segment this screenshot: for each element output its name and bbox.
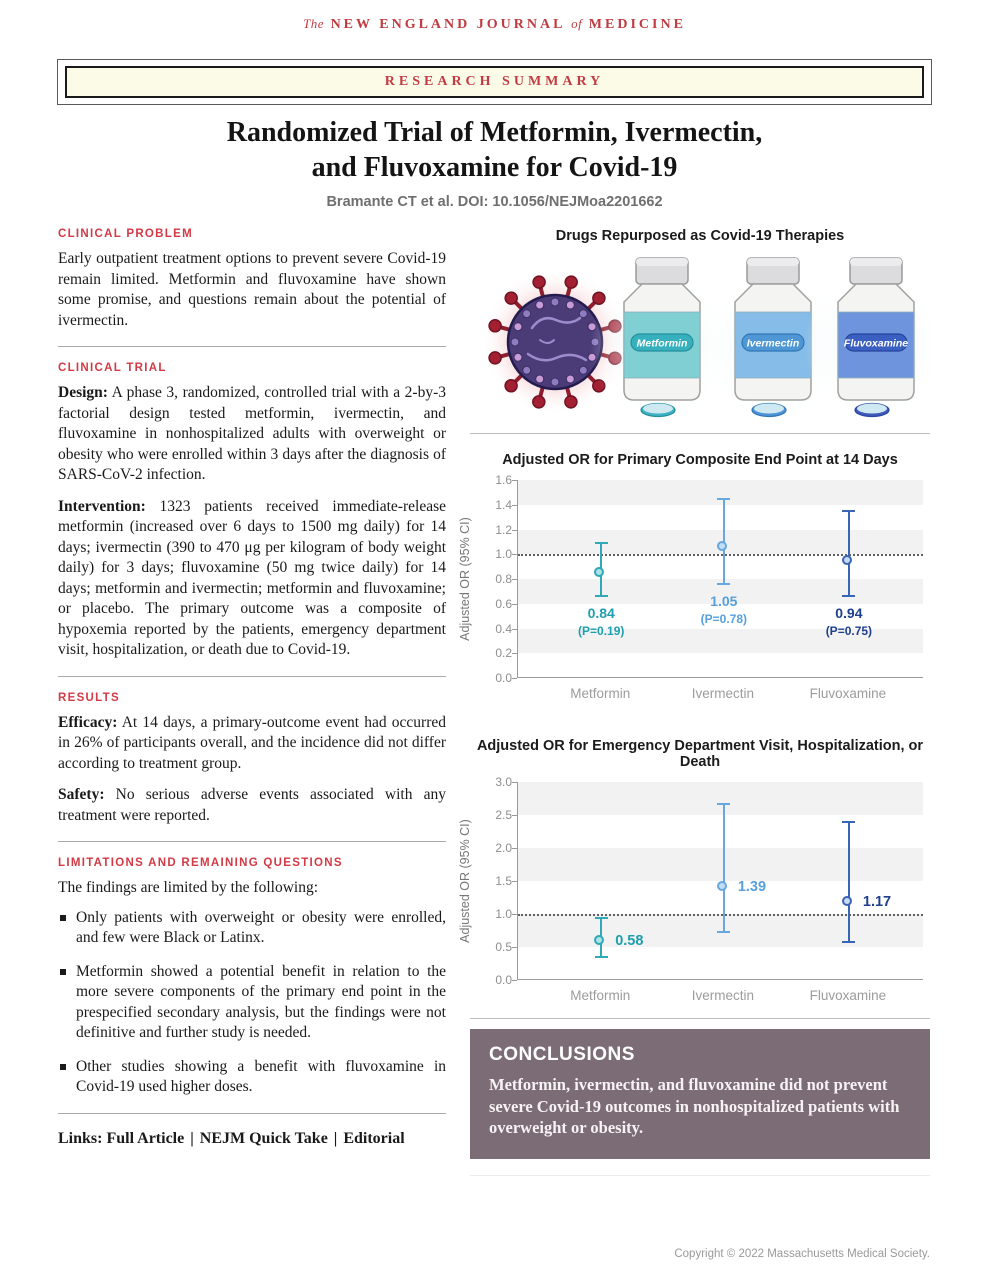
x-category-label: Metformin bbox=[570, 686, 631, 701]
chart-ed-visit-hospitalization-death bbox=[458, 775, 930, 1010]
title-line-1: Randomized Trial of Metformin, Ivermectin, bbox=[226, 117, 763, 148]
link-separator: | bbox=[190, 1129, 194, 1147]
y-tick-mark bbox=[512, 653, 517, 654]
title-line-2: and Fluvoxamine for Covid-19 bbox=[311, 152, 678, 183]
grid-band bbox=[518, 480, 923, 505]
y-axis-label: Adjusted OR (95% CI) bbox=[458, 517, 472, 641]
clinical-problem-text: Early outpatient treatment options to prevent severe Covid-19 remain limited. Metformin and fluvoxamine have shown some promise, and questions remain about the potential of ivermectin. bbox=[58, 250, 446, 329]
y-tick-mark bbox=[512, 678, 517, 679]
y-tick-label: 0.6 bbox=[495, 596, 512, 611]
links-line bbox=[58, 1130, 446, 1148]
y-tick-mark bbox=[512, 947, 517, 948]
page-title bbox=[0, 115, 989, 185]
byline-doi: Bramante CT et al. DOI: 10.1056/NEJMoa2201662 bbox=[326, 194, 663, 210]
ci-cap bbox=[842, 941, 855, 943]
chart2-title: Adjusted OR for Emergency Department Visit, Hospitalization, or Death bbox=[476, 738, 924, 770]
masthead-main: NEW ENGLAND JOURNAL bbox=[330, 17, 565, 32]
intervention-lead: Intervention: bbox=[58, 497, 146, 515]
masthead-of: of bbox=[571, 16, 583, 31]
odds-ratio-marker bbox=[842, 896, 852, 906]
drugs-illustration bbox=[470, 250, 930, 433]
ci-cap bbox=[717, 583, 730, 585]
grid-band bbox=[518, 782, 923, 815]
ci-cap bbox=[842, 595, 855, 597]
links-lead: Links: bbox=[58, 1129, 103, 1147]
link-full-article[interactable]: Full Article bbox=[106, 1129, 185, 1147]
clinical-problem-heading: CLINICAL PROBLEM bbox=[58, 228, 193, 240]
confidence-interval-bar bbox=[848, 511, 850, 596]
link-separator: | bbox=[333, 1129, 338, 1147]
y-tick-label: 0.0 bbox=[495, 671, 512, 685]
p-value-label: (P=0.19) bbox=[578, 624, 625, 639]
y-tick-label: 1.0 bbox=[495, 547, 512, 562]
ci-cap bbox=[842, 510, 855, 512]
y-tick-mark bbox=[512, 914, 517, 915]
y-tick-mark bbox=[512, 530, 517, 531]
figure-divider bbox=[470, 433, 930, 434]
value-label: 0.84 bbox=[587, 605, 615, 622]
plot-area bbox=[517, 782, 923, 980]
ci-cap bbox=[717, 931, 730, 933]
y-tick-mark bbox=[512, 604, 517, 605]
y-tick-label: 0.4 bbox=[495, 621, 512, 636]
journal-masthead bbox=[0, 16, 989, 33]
research-summary-banner-frame bbox=[57, 59, 932, 105]
research-summary-banner: RESEARCH SUMMARY bbox=[65, 66, 924, 98]
virus-and-bottles-graphic bbox=[470, 250, 930, 428]
footer-divider bbox=[470, 1175, 930, 1176]
efficacy-paragraph bbox=[58, 713, 446, 775]
intervention-paragraph bbox=[58, 497, 446, 661]
design-paragraph bbox=[58, 383, 446, 486]
reference-line-or-1 bbox=[518, 914, 923, 916]
y-tick-mark bbox=[512, 980, 517, 981]
y-tick-label: 2.0 bbox=[495, 841, 512, 855]
limitations-list bbox=[58, 908, 446, 1098]
y-tick-mark bbox=[512, 629, 517, 630]
x-category-label: Metformin bbox=[570, 988, 631, 1003]
y-tick-label: 0.8 bbox=[495, 572, 512, 586]
y-tick-mark bbox=[512, 782, 517, 783]
ci-cap bbox=[595, 595, 608, 597]
ci-cap bbox=[717, 498, 730, 500]
chart-primary-endpoint bbox=[458, 473, 930, 708]
safety-paragraph bbox=[58, 785, 446, 826]
x-category-label: Fluvoxamine bbox=[809, 686, 887, 701]
grid-band bbox=[518, 848, 923, 881]
y-tick-label: 1.2 bbox=[495, 522, 512, 537]
value-label: 1.39 bbox=[737, 879, 767, 896]
y-tick-mark bbox=[512, 881, 517, 882]
section-divider bbox=[58, 1113, 446, 1114]
p-value-label: (P=0.75) bbox=[825, 624, 873, 639]
odds-ratio-marker bbox=[717, 541, 727, 551]
masthead-the: The bbox=[303, 16, 325, 31]
conclusions-heading: CONCLUSIONS bbox=[489, 1044, 635, 1065]
ci-cap bbox=[842, 821, 855, 823]
odds-ratio-marker bbox=[594, 567, 604, 577]
bottle-label-text: Ivermectin bbox=[746, 337, 800, 350]
y-tick-label: 0.2 bbox=[495, 646, 512, 661]
confidence-interval-bar bbox=[723, 804, 725, 933]
y-tick-label: 1.5 bbox=[495, 874, 512, 888]
results-heading: RESULTS bbox=[58, 691, 120, 704]
design-lead: Design: bbox=[58, 384, 108, 401]
section-divider bbox=[58, 676, 446, 677]
value-label: 1.17 bbox=[862, 893, 892, 910]
y-tick-label: 3.0 bbox=[495, 775, 512, 789]
x-category-label: Fluvoxamine bbox=[809, 988, 887, 1003]
p-value-label: (P=0.78) bbox=[700, 611, 747, 626]
safety-text: No serious adverse events associated with any treatment were reported. bbox=[58, 786, 446, 824]
point-label-group bbox=[676, 593, 772, 626]
y-tick-label: 1.6 bbox=[495, 473, 512, 487]
odds-ratio-marker bbox=[717, 881, 727, 891]
y-tick-mark bbox=[512, 505, 517, 506]
y-tick-label: 1.0 bbox=[495, 907, 512, 921]
odds-ratio-marker bbox=[842, 555, 852, 565]
figure-divider bbox=[470, 1018, 930, 1019]
reference-line-or-1 bbox=[518, 554, 923, 556]
value-label: 1.05 bbox=[710, 592, 738, 609]
limitation-item: Other studies showing a benefit with fluvoxamine in Covid-19 used higher doses. bbox=[58, 1057, 446, 1098]
limitations-intro: The findings are limited by the following: bbox=[58, 879, 319, 896]
y-tick-label: 1.4 bbox=[495, 497, 512, 512]
left-text-column bbox=[58, 228, 446, 1148]
ci-cap bbox=[595, 917, 608, 919]
confidence-interval-bar bbox=[848, 822, 850, 943]
link-editorial[interactable]: Editorial bbox=[343, 1129, 405, 1147]
bottle-label-text: Fluvoxamine bbox=[843, 337, 909, 350]
ci-cap bbox=[595, 542, 608, 544]
y-tick-mark bbox=[512, 848, 517, 849]
clinical-trial-heading: CLINICAL TRIAL bbox=[58, 362, 167, 374]
section-divider bbox=[58, 346, 446, 347]
section-divider bbox=[58, 841, 446, 842]
value-label: 0.94 bbox=[835, 605, 863, 622]
x-category-label: Ivermectin bbox=[691, 686, 754, 701]
y-tick-mark bbox=[512, 554, 517, 555]
chart1-title: Adjusted OR for Primary Composite End Point at 14 Days bbox=[502, 452, 898, 468]
odds-ratio-marker bbox=[594, 935, 604, 945]
intervention-text: 1323 patients received immediate-release metformin (increased over 6 days to 1500 mg daily) for 14 days; ivermectin (390 to 470 μg per kilogram of body weight daily) for 3 days; fluvoxamine (50 mg twice daily) for 14 days; metformin and ivermectin; metformin and fluvoxamine; or placebo. The primary outcome was a composite of hypoxemia reported by the patients, emergency department visit, hospitalization, or death due to Covid-19. bbox=[58, 497, 446, 658]
copyright-notice: Copyright © 2022 Massachusetts Medical Society. bbox=[674, 1248, 930, 1260]
conclusions-box bbox=[470, 1029, 930, 1159]
y-tick-label: 2.5 bbox=[495, 808, 512, 822]
point-label-group bbox=[553, 605, 649, 638]
efficacy-lead: Efficacy: bbox=[58, 713, 118, 731]
value-label: 0.58 bbox=[615, 932, 644, 949]
masthead-end: MEDICINE bbox=[588, 17, 686, 32]
y-tick-label: 0.5 bbox=[495, 940, 512, 954]
bottle-label-text: Metformin bbox=[636, 337, 688, 350]
y-tick-mark bbox=[512, 579, 517, 580]
y-tick-mark bbox=[512, 480, 517, 481]
link-nejm-quick-take[interactable]: NEJM Quick Take bbox=[199, 1129, 328, 1147]
ci-cap bbox=[595, 956, 608, 958]
right-figure-column bbox=[458, 228, 930, 1176]
limitations-heading: LIMITATIONS AND REMAINING QUESTIONS bbox=[58, 857, 343, 869]
point-label-group bbox=[801, 605, 897, 638]
conclusions-text: Metformin, ivermectin, and fluvoxamine did not prevent severe Covid-19 outcomes in nonhospitalized patients with overweight or obesity. bbox=[489, 1075, 900, 1137]
design-text: A phase 3, randomized, controlled trial with a 2-by-3 factorial design tested metformin, ivermectin, and fluvoxamine in nonhospitalized adults with overweight or obesity who were enrolled within 3 days after the diagnosis of SARS-CoV-2 infection. bbox=[58, 384, 446, 483]
limitation-item: Only patients with overweight or obesity were enrolled, and few were Black or Latinx. bbox=[58, 908, 446, 949]
plot-area bbox=[517, 480, 923, 678]
ci-cap bbox=[717, 803, 730, 805]
y-tick-label: 0.0 bbox=[495, 973, 512, 987]
safety-lead: Safety: bbox=[58, 786, 105, 803]
illustration-title: Drugs Repurposed as Covid-19 Therapies bbox=[555, 228, 845, 244]
x-category-label: Ivermectin bbox=[691, 988, 754, 1003]
y-tick-mark bbox=[512, 815, 517, 816]
y-axis-label: Adjusted OR (95% CI) bbox=[458, 819, 472, 943]
limitation-item: Metformin showed a potential benefit in relation to the more severe components of the primary end point in the prespecified secondary analysis, but the findings were not definitive and further study is needed. bbox=[58, 962, 446, 1044]
efficacy-text: At 14 days, a primary-outcome event had occurred in 26% of participants overall, and the incidence did not differ according to treatment group. bbox=[58, 713, 446, 772]
